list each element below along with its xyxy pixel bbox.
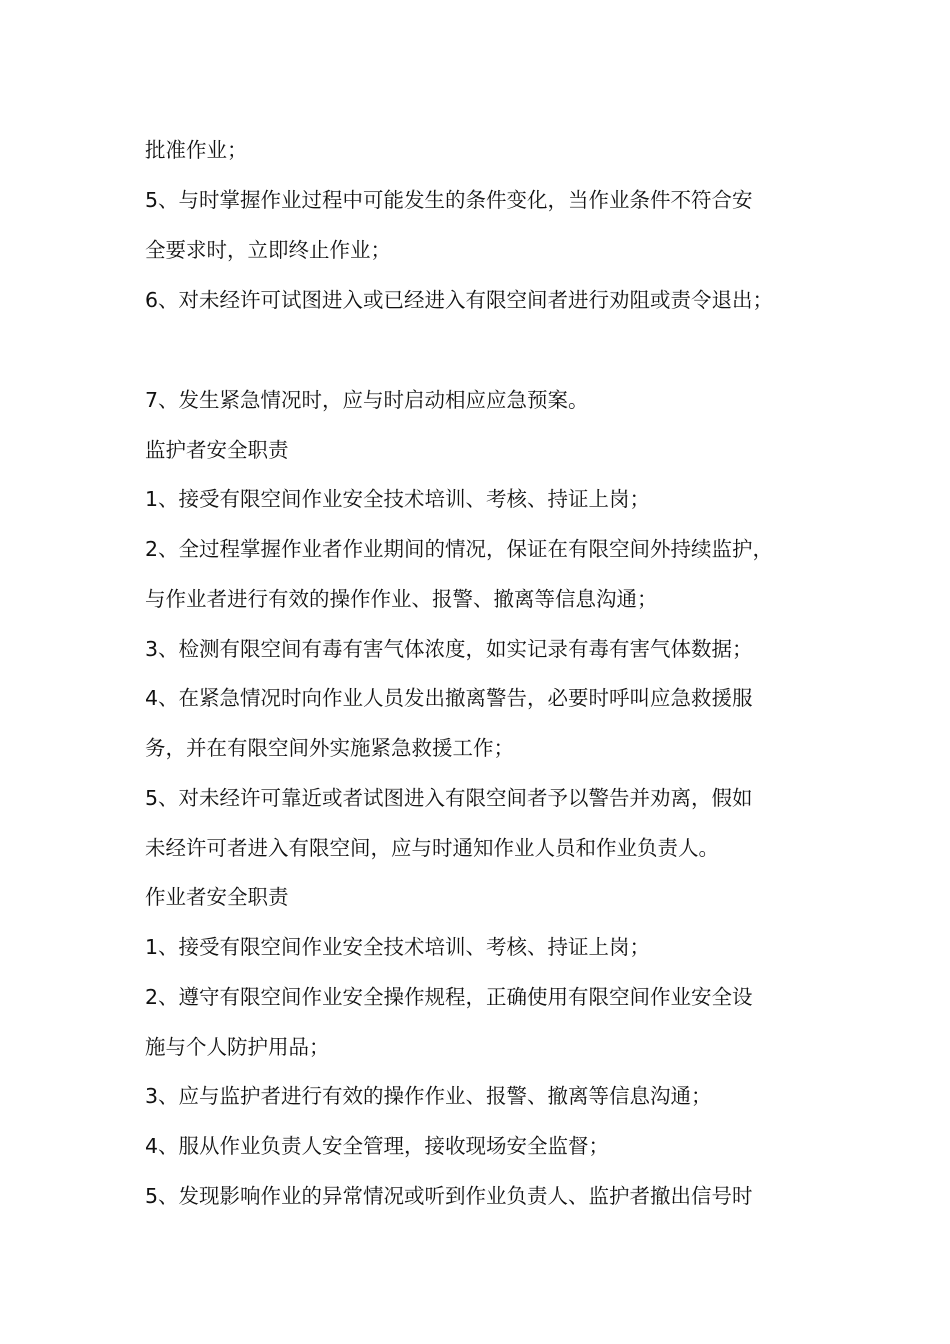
text-line: 2、遵守有限空间作业安全操作规程，正确使用有限空间作业安全设 — [145, 985, 753, 1009]
text-line: 与作业者进行有效的操作作业、报警、撤离等信息沟通； — [145, 587, 658, 611]
text-line: 4、在紧急情况时向作业人员发出撤离警告，必要时呼叫应急救援服 — [145, 686, 753, 710]
text-line: 1、接受有限空间作业安全技术培训、考核、持证上岗； — [145, 487, 651, 511]
text-line: 全要求时，立即终止作业； — [145, 238, 391, 262]
section-heading: 作业者安全职责 — [145, 885, 289, 909]
text-line: 5、与时掌握作业过程中可能发生的条件变化，当作业条件不符合安 — [145, 188, 753, 212]
text-line: 施与个人防护用品； — [145, 1035, 330, 1059]
text-line: 4、服从作业负责人安全管理，接收现场安全监督； — [145, 1134, 610, 1158]
text-line: 未经许可者进入有限空间，应与时通知作业人员和作业负责人。 — [145, 836, 719, 860]
text-line: 务，并在有限空间外实施紧急救援工作； — [145, 736, 514, 760]
text-line: 3、检测有限空间有毒有害气体浓度，如实记录有毒有害气体数据； — [145, 637, 753, 661]
text-line: 6、对未经许可试图进入或已经进入有限空间者进行劝阻或责令退出； — [145, 288, 774, 312]
text-line: 7、发生紧急情况时，应与时启动相应应急预案。 — [145, 388, 589, 412]
text-line: 1、接受有限空间作业安全技术培训、考核、持证上岗； — [145, 935, 651, 959]
text-line: 3、应与监护者进行有效的操作作业、报警、撤离等信息沟通； — [145, 1084, 712, 1108]
text-line: 批准作业； — [145, 138, 248, 162]
text-line: 5、对未经许可靠近或者试图进入有限空间者予以警告并劝离，假如 — [145, 786, 753, 810]
text-line: 2、全过程掌握作业者作业期间的情况，保证在有限空间外持续监护， — [145, 537, 774, 561]
text-line: 5、发现影响作业的异常情况或听到作业负责人、监护者撤出信号时 — [145, 1184, 753, 1208]
section-heading: 监护者安全职责 — [145, 438, 289, 462]
